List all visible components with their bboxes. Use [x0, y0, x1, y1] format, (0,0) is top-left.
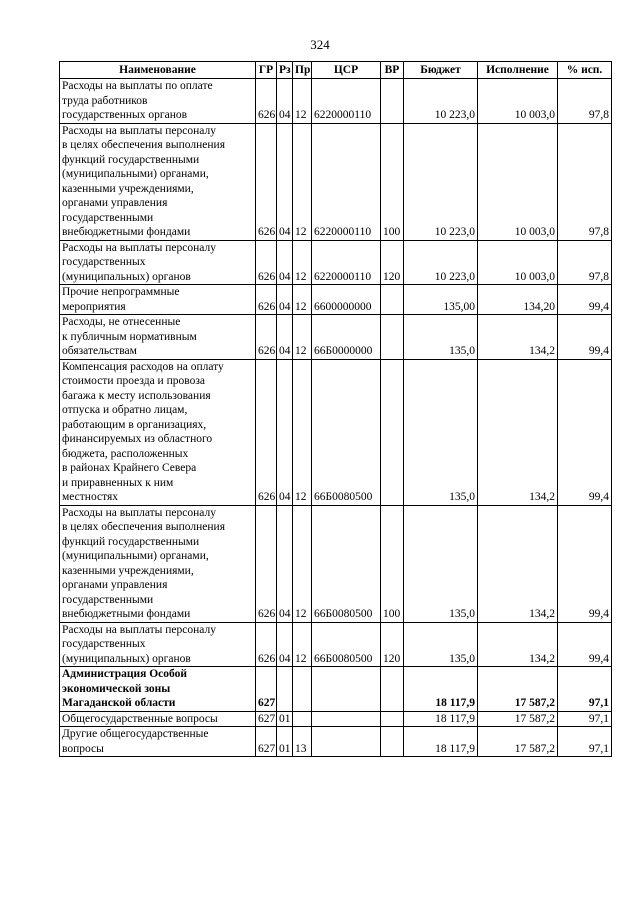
cell-execution: 134,2	[478, 505, 558, 622]
cell-execution: 134,2	[478, 622, 558, 667]
cell-name: Компенсация расходов на оплату стоимости проезда и провоза багажа к месту использования отпуска и обратно лицам, работающим в организациях, финансируемых из областного бюджета, расположенных в районах Крайнего Севера и приравненных к ним местностях	[60, 359, 256, 505]
cell-budget: 18 117,9	[404, 711, 478, 727]
cell-name: Расходы, не отнесенные к публичным нормативным обязательствам	[60, 315, 256, 360]
cell-gr: 626	[256, 240, 277, 285]
cell-gr: 626	[256, 315, 277, 360]
cell-budget: 10 223,0	[404, 240, 478, 285]
cell-gr: 626	[256, 285, 277, 315]
cell-pr: 12	[293, 123, 312, 240]
cell-pr: 12	[293, 505, 312, 622]
cell-vr	[381, 667, 404, 712]
cell-gr: 627	[256, 711, 277, 727]
cell-vr: 120	[381, 240, 404, 285]
cell-rz	[277, 667, 293, 712]
cell-percent: 97,8	[558, 123, 612, 240]
table-row	[60, 727, 612, 757]
cell-execution: 10 003,0	[478, 123, 558, 240]
cell-rz: 04	[277, 79, 293, 124]
cell-name: Расходы на выплаты персоналу государственных (муниципальных) органов	[60, 240, 256, 285]
cell-pr: 13	[293, 727, 312, 757]
header-gr: ГР	[256, 62, 277, 79]
table-row	[60, 79, 612, 124]
cell-execution: 10 003,0	[478, 79, 558, 124]
cell-vr	[381, 315, 404, 360]
header-rz: Рз	[277, 62, 293, 79]
cell-csr	[312, 727, 381, 757]
cell-budget: 18 117,9	[404, 667, 478, 712]
cell-percent: 99,4	[558, 622, 612, 667]
table-row	[60, 711, 612, 727]
table-row	[60, 667, 612, 712]
cell-rz: 04	[277, 505, 293, 622]
cell-vr	[381, 727, 404, 757]
page-number: 324	[310, 37, 330, 52]
cell-budget: 135,0	[404, 505, 478, 622]
cell-rz: 01	[277, 711, 293, 727]
table-row	[60, 123, 612, 240]
header-name: Наименование	[60, 62, 256, 79]
cell-execution: 10 003,0	[478, 240, 558, 285]
cell-csr: 6220000110	[312, 79, 381, 124]
cell-pr: 12	[293, 359, 312, 505]
cell-rz: 04	[277, 285, 293, 315]
header-percent: % исп.	[558, 62, 612, 79]
table-row	[60, 315, 612, 360]
cell-csr: 66Б0080500	[312, 359, 381, 505]
cell-budget: 135,00	[404, 285, 478, 315]
cell-pr	[293, 667, 312, 712]
table-row	[60, 359, 612, 505]
cell-percent: 97,8	[558, 240, 612, 285]
cell-execution: 17 587,2	[478, 727, 558, 757]
cell-pr: 12	[293, 240, 312, 285]
cell-budget: 135,0	[404, 315, 478, 360]
table-row	[60, 285, 612, 315]
cell-name: Расходы на выплаты по оплате труда работников государственных органов	[60, 79, 256, 124]
cell-vr	[381, 359, 404, 505]
cell-percent: 99,4	[558, 285, 612, 315]
cell-vr	[381, 285, 404, 315]
cell-gr: 626	[256, 123, 277, 240]
cell-name: Администрация Особой экономической зоны Магаданской области	[60, 667, 256, 712]
cell-vr: 100	[381, 505, 404, 622]
cell-percent: 97,1	[558, 711, 612, 727]
table-row	[60, 240, 612, 285]
cell-rz: 04	[277, 359, 293, 505]
cell-csr: 6600000000	[312, 285, 381, 315]
cell-rz: 04	[277, 240, 293, 285]
cell-rz: 01	[277, 727, 293, 757]
cell-name: Другие общегосударственные вопросы	[60, 727, 256, 757]
cell-execution: 134,20	[478, 285, 558, 315]
expenditure-table	[59, 61, 612, 757]
header-csr: ЦСР	[312, 62, 381, 79]
cell-csr	[312, 667, 381, 712]
table-row	[60, 622, 612, 667]
cell-name: Общегосударственные вопросы	[60, 711, 256, 727]
cell-csr: 6220000110	[312, 240, 381, 285]
cell-csr: 66Б0000000	[312, 315, 381, 360]
cell-vr: 120	[381, 622, 404, 667]
cell-execution: 17 587,2	[478, 667, 558, 712]
cell-pr: 12	[293, 285, 312, 315]
cell-csr: 66Б0080500	[312, 505, 381, 622]
cell-vr	[381, 79, 404, 124]
cell-gr: 627	[256, 667, 277, 712]
header-vr: ВР	[381, 62, 404, 79]
header-row	[60, 62, 612, 79]
cell-gr: 627	[256, 727, 277, 757]
cell-percent: 97,1	[558, 727, 612, 757]
cell-csr: 6220000110	[312, 123, 381, 240]
cell-pr: 12	[293, 315, 312, 360]
cell-percent: 97,8	[558, 79, 612, 124]
cell-execution: 17 587,2	[478, 711, 558, 727]
header-pr: Пр	[293, 62, 312, 79]
cell-name: Расходы на выплаты персоналу государственных (муниципальных) органов	[60, 622, 256, 667]
cell-csr	[312, 711, 381, 727]
cell-budget: 135,0	[404, 359, 478, 505]
cell-percent: 99,4	[558, 315, 612, 360]
cell-percent: 97,1	[558, 667, 612, 712]
cell-budget: 18 117,9	[404, 727, 478, 757]
cell-gr: 626	[256, 622, 277, 667]
cell-execution: 134,2	[478, 315, 558, 360]
cell-gr: 626	[256, 359, 277, 505]
cell-rz: 04	[277, 622, 293, 667]
cell-budget: 10 223,0	[404, 123, 478, 240]
table-row	[60, 505, 612, 622]
cell-vr: 100	[381, 123, 404, 240]
cell-name: Прочие непрограммные мероприятия	[60, 285, 256, 315]
cell-rz: 04	[277, 315, 293, 360]
cell-percent: 99,4	[558, 359, 612, 505]
cell-pr	[293, 711, 312, 727]
header-execution: Исполнение	[478, 62, 558, 79]
cell-vr	[381, 711, 404, 727]
cell-percent: 99,4	[558, 505, 612, 622]
cell-pr: 12	[293, 622, 312, 667]
cell-gr: 626	[256, 505, 277, 622]
cell-name: Расходы на выплаты персоналу в целях обеспечения выполнения функций государственными (муниципальными) органами, казенными учреждениями, органами управления государственными внебюджетными фондами	[60, 505, 256, 622]
cell-execution: 134,2	[478, 359, 558, 505]
cell-name: Расходы на выплаты персоналу в целях обеспечения выполнения функций государственными (муниципальными) органами, казенными учреждениями, органами управления государственными внебюджетными фондами	[60, 123, 256, 240]
header-budget: Бюджет	[404, 62, 478, 79]
cell-budget: 10 223,0	[404, 79, 478, 124]
cell-budget: 135,0	[404, 622, 478, 667]
cell-gr: 626	[256, 79, 277, 124]
cell-rz: 04	[277, 123, 293, 240]
cell-csr: 66Б0080500	[312, 622, 381, 667]
cell-pr: 12	[293, 79, 312, 124]
